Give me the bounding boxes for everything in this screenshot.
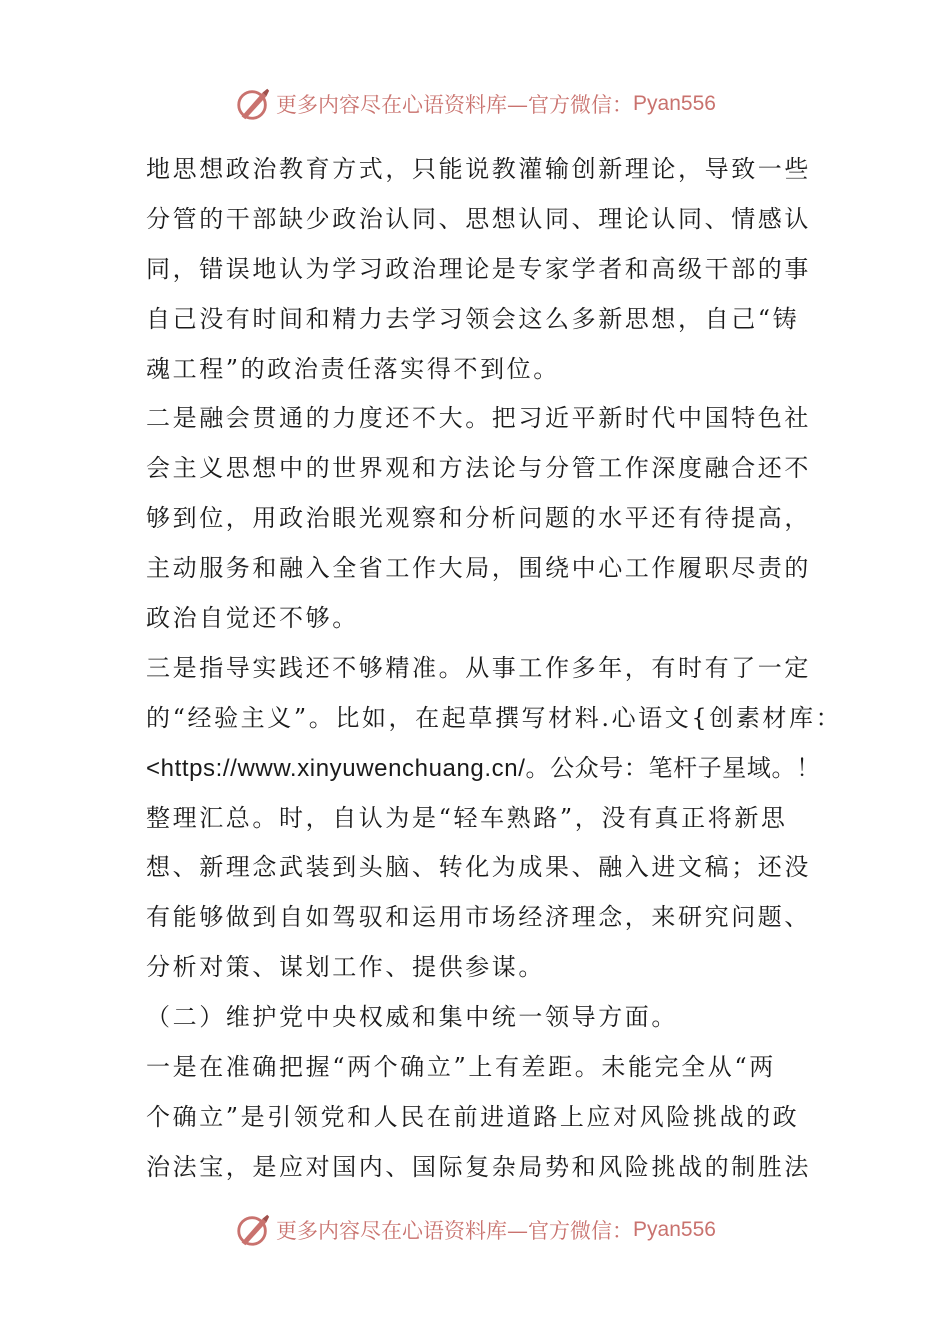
text-line: 的“经验主义”。比如，在起草撰写材料.心语文{创素材库： (146, 703, 843, 732)
text-line: 分析对策、谋划工作、提供参谋。 (146, 953, 545, 982)
text-line: 地思想政治教育方式，只能说教灌输创新理论，导致一些 (146, 155, 811, 183)
header-banner-id: Pyan556 (633, 92, 716, 115)
text-line-url: <https://www.xinyuwenchuang.cn/。公众号：笔杆子星域。！ (146, 754, 821, 782)
text-line: 治法宝，是应对国内、国际复杂局势和风险挑战的制胜法 (146, 1152, 811, 1181)
document-body (146, 145, 843, 1193)
header-banner (0, 84, 950, 124)
text-line: 一是在准确把握“两个确立”上有差距。未能完全从“两 (146, 1053, 776, 1082)
text-line: 个确立”是引领党和人民在前进道路上应对风险挑战的政 (146, 1102, 800, 1131)
footer-banner (0, 1210, 950, 1250)
text-line: 二是融会贯通的力度还不大。把习近平新时代中国特色社 (146, 404, 811, 433)
text-line: 分管的干部缺少政治认同、思想认同、理论认同、情感认 (146, 204, 811, 233)
text-line: 整理汇总。时，自认为是“轻车熟路”，没有真正将新思 (146, 803, 788, 832)
text-line: 自己没有时间和精力去学习领会这么多新思想，自己“铸 (146, 304, 800, 333)
text-line: 想、新理念武装到头脑、转化为成果、融入进文稿；还没 (146, 853, 811, 882)
header-banner-text: 更多内容尽在心语资料库—官方微信： (276, 93, 634, 117)
text-line: 政治自觉还不够。 (146, 604, 359, 633)
text-line: 同，错误地认为学习政治理论是专家学者和高级干部的事 (146, 254, 811, 283)
footer-banner-text: 更多内容尽在心语资料库—官方微信： (276, 1219, 634, 1243)
footer-banner-id: Pyan556 (633, 1218, 716, 1241)
text-line: 有能够做到自如驾驭和运用市场经济理念，来研究问题、 (146, 903, 811, 932)
text-line: 够到位，用政治眼光观察和分析问题的水平还有待提高， (146, 504, 811, 533)
pen-logo-icon (234, 85, 272, 123)
text-line: 会主义思想中的世界观和方法论与分管工作深度融合还不 (146, 454, 811, 483)
pen-logo-icon (234, 1211, 272, 1249)
text-line: 三是指导实践还不够精准。从事工作多年，有时有了一定 (146, 653, 811, 682)
section-heading: （二）维护党中央权威和集中统一领导方面。 (146, 1003, 678, 1032)
text-line: 主动服务和融入全省工作大局，围绕中心工作履职尽责的 (146, 554, 811, 583)
text-line: 魂工程”的政治责任落实得不到位。 (146, 354, 560, 383)
